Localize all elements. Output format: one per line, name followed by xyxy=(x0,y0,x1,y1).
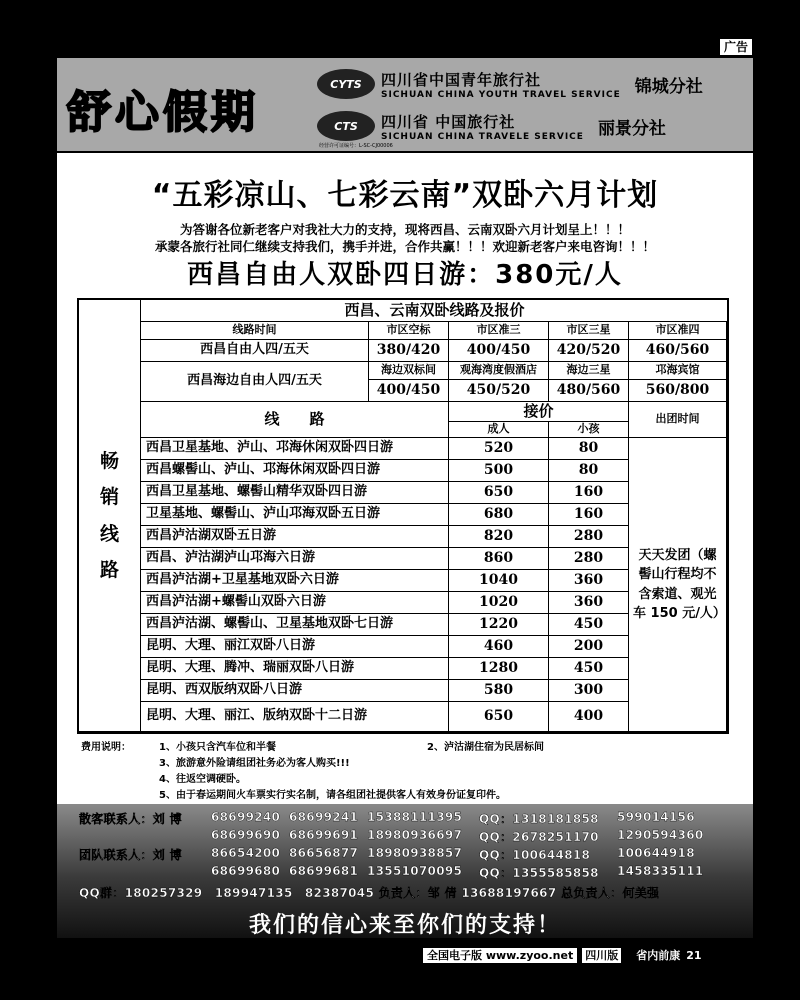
column-header: 线路时间 xyxy=(141,322,369,340)
hotel-header: 海边三星 xyxy=(549,362,629,380)
website-link[interactable]: 全国电子版 www.zyoo.net xyxy=(422,947,578,964)
fee-label: 费用说明： xyxy=(81,742,131,753)
adult-price: 650 xyxy=(449,482,549,504)
price-cell: 480/560 xyxy=(549,380,629,402)
route-name: 西昌泸沽湖双卧五日游 xyxy=(141,526,449,548)
adult-price: 650 xyxy=(449,702,549,732)
agency-name-cn: 四川省 中国旅行社 xyxy=(381,112,516,131)
hotel-header: 观海湾度假酒店 xyxy=(449,362,549,380)
route-name: 西昌泸沽湖+卫星基地双卧六日游 xyxy=(141,570,449,592)
route-name: 西昌卫星基地、泸山、邛海休闲双卧四日游 xyxy=(141,438,449,460)
price-cell: 400/450 xyxy=(369,380,449,402)
route-name: 西昌螺髻山、泸山、邛海休闲双卧四日游 xyxy=(141,460,449,482)
route-name: 西昌海边自由人四/五天 xyxy=(141,362,369,402)
contact-number: 13551070095 xyxy=(367,864,463,878)
price-cell: 460/560 xyxy=(629,340,727,362)
contact-number: 68699691 xyxy=(289,828,359,842)
page-number: 21 xyxy=(686,948,702,962)
contact-number: 68699241 xyxy=(289,810,359,824)
qq-group-line: QQ群：180257329 189947135 82387045 负责人：邹 倩 13688197667 总负责人：何美强 xyxy=(79,886,660,900)
route-name: 昆明、大理、丽江、版纳双卧十二日游 xyxy=(141,702,449,732)
header-banner xyxy=(57,58,753,153)
contact-number: QQ：1355585858 xyxy=(479,866,599,880)
contact-number: 599014156 xyxy=(617,810,695,824)
fee-item: 3、旅游意外险请组团社务必为客人购买!!! xyxy=(159,758,350,769)
depart-header: 出团时间 xyxy=(629,402,727,438)
adult-price: 580 xyxy=(449,680,549,702)
child-price: 450 xyxy=(549,658,629,680)
adult-price: 460 xyxy=(449,636,549,658)
cyts-logo-icon: CYTS xyxy=(317,69,375,99)
adult-price: 1020 xyxy=(449,592,549,614)
column-header: 市区准三 xyxy=(449,322,549,340)
route-name: 卫星基地、螺髻山、泸山邛海双卧五日游 xyxy=(141,504,449,526)
contact-number: 1458335111 xyxy=(617,864,704,878)
contact-number: 18980938857 xyxy=(367,846,463,860)
contact-number: 68699240 xyxy=(211,810,281,824)
contact-number: QQ：100644818 xyxy=(479,848,591,862)
child-price: 80 xyxy=(549,438,629,460)
contact-number: 68699681 xyxy=(289,864,359,878)
hotel-header: 海边双标间 xyxy=(369,362,449,380)
branch-name: 丽景分社 xyxy=(597,118,666,139)
adult-price: 520 xyxy=(449,438,549,460)
contact-number: 86656877 xyxy=(289,846,359,860)
price-header: 接价 xyxy=(449,402,629,422)
agency-name-en: SICHUAN CHINA TRAVELE SERVICE xyxy=(381,131,584,142)
child-price: 280 xyxy=(549,526,629,548)
price-cell: 450/520 xyxy=(449,380,549,402)
license-number: 经营许可证编号：L-SC-CJ00006 xyxy=(319,143,393,149)
edition-label: 四川版 xyxy=(581,947,622,964)
price-cell: 400/450 xyxy=(449,340,549,362)
child-price: 400 xyxy=(549,702,629,732)
section-label: 省内前康 xyxy=(636,949,681,962)
main-title: “五彩凉山、七彩云南”双卧六月计划 xyxy=(151,178,659,213)
route-header: 线 路 xyxy=(141,402,449,438)
route-name: 西昌自由人四/五天 xyxy=(141,340,369,362)
adult-price: 820 xyxy=(449,526,549,548)
brand-title: 舒心假期 xyxy=(67,87,259,138)
hotel-header: 邛海宾馆 xyxy=(629,362,727,380)
route-name: 西昌卫星基地、螺髻山精华双卧四日游 xyxy=(141,482,449,504)
agency-cts xyxy=(317,106,666,146)
agency-name-en: SICHUAN CHINA YOUTH TRAVEL SERVICE xyxy=(381,89,621,100)
child-price: 160 xyxy=(549,504,629,526)
contact-number: 18980936697 xyxy=(367,828,463,842)
contact-number: 68699690 xyxy=(211,828,281,842)
advertisement-page xyxy=(57,58,753,938)
contact-number: QQ：1318181858 xyxy=(479,812,599,826)
fee-item: 5、由于春运期间火车票实行实名制，请各组团社提供客人有效身份证复印件。 xyxy=(159,790,506,801)
side-label xyxy=(79,300,141,732)
side-label-char: 线 xyxy=(99,522,119,545)
adult-price: 1280 xyxy=(449,658,549,680)
route-name: 西昌泸沽湖、螺髻山、卫星基地双卧七日游 xyxy=(141,614,449,636)
side-label-char: 销 xyxy=(99,486,119,509)
column-header: 市区空标 xyxy=(369,322,449,340)
price-cell: 380/420 xyxy=(369,340,449,362)
child-price: 360 xyxy=(549,570,629,592)
contact-number: 15388111395 xyxy=(367,810,463,824)
slogan: 我们的信心来至你们的支持！ xyxy=(248,913,561,938)
fee-item: 1、小孩只含汽车位和半餐 xyxy=(159,742,276,753)
child-price: 360 xyxy=(549,592,629,614)
retail-contact-label: 散客联系人：刘 博 xyxy=(79,812,182,826)
child-price: 450 xyxy=(549,614,629,636)
adult-price: 500 xyxy=(449,460,549,482)
side-label-char: 路 xyxy=(99,558,119,581)
fee-item: 2、泸沽湖住宿为民居标间 xyxy=(427,742,544,753)
adult-price: 680 xyxy=(449,504,549,526)
section-title: 西昌、云南双卧线路及报价 xyxy=(141,300,729,322)
intro-line-2: 承蒙各旅行社同仁继续支持我们，携手并进，合作共赢！！！欢迎新老客户来电咨询！！！ xyxy=(154,239,655,254)
route-name: 昆明、西双版纳双卧八日游 xyxy=(141,680,449,702)
route-name: 西昌泸沽湖+螺髻山双卧六日游 xyxy=(141,592,449,614)
price-cell: 420/520 xyxy=(549,340,629,362)
ad-tag: 广告 xyxy=(718,37,754,57)
child-price: 80 xyxy=(549,460,629,482)
footer xyxy=(422,946,702,964)
agency-name-cn: 四川省中国青年旅行社 xyxy=(381,70,542,89)
contact-number: 68699680 xyxy=(211,864,281,878)
contact-panel xyxy=(57,804,753,938)
contact-number: 100644918 xyxy=(617,846,695,860)
route-name: 昆明、大理、丽江双卧八日游 xyxy=(141,636,449,658)
adult-price: 1220 xyxy=(449,614,549,636)
child-price: 280 xyxy=(549,548,629,570)
contact-number: QQ：2678251170 xyxy=(479,830,599,844)
column-header: 市区三星 xyxy=(549,322,629,340)
adult-header: 成人 xyxy=(449,422,549,438)
route-name: 昆明、大理、腾冲、瑞丽双卧八日游 xyxy=(141,658,449,680)
agency-cyts xyxy=(317,64,703,104)
price-cell: 560/800 xyxy=(629,380,727,402)
column-header: 市区准四 xyxy=(629,322,727,340)
contact-number: 86654200 xyxy=(211,846,281,860)
intro-line-1: 为答谢各位新老客户对我社大力的支持，现将西昌、云南双卧六月计划呈上！！！ xyxy=(179,222,630,237)
child-price: 160 xyxy=(549,482,629,504)
adult-price: 860 xyxy=(449,548,549,570)
branch-name: 锦城分社 xyxy=(634,76,703,97)
adult-price: 1040 xyxy=(449,570,549,592)
group-contact-label: 团队联系人：刘 博 xyxy=(79,848,182,862)
promo-price: 西昌自由人双卧四日游：380元/人 xyxy=(187,260,623,290)
depart-note: 天天发团（螺髻山行程均不含索道、观光车 150 元/人） xyxy=(629,438,727,732)
child-header: 小孩 xyxy=(549,422,629,438)
cts-logo-icon: CTS xyxy=(317,111,375,141)
side-label-char: 畅 xyxy=(99,450,119,473)
route-name: 西昌、泸沽湖泸山邛海六日游 xyxy=(141,548,449,570)
contact-number: 1290594360 xyxy=(617,828,704,842)
price-table xyxy=(77,298,729,734)
child-price: 200 xyxy=(549,636,629,658)
child-price: 300 xyxy=(549,680,629,702)
fee-item: 4、往返空调硬卧。 xyxy=(159,774,246,785)
